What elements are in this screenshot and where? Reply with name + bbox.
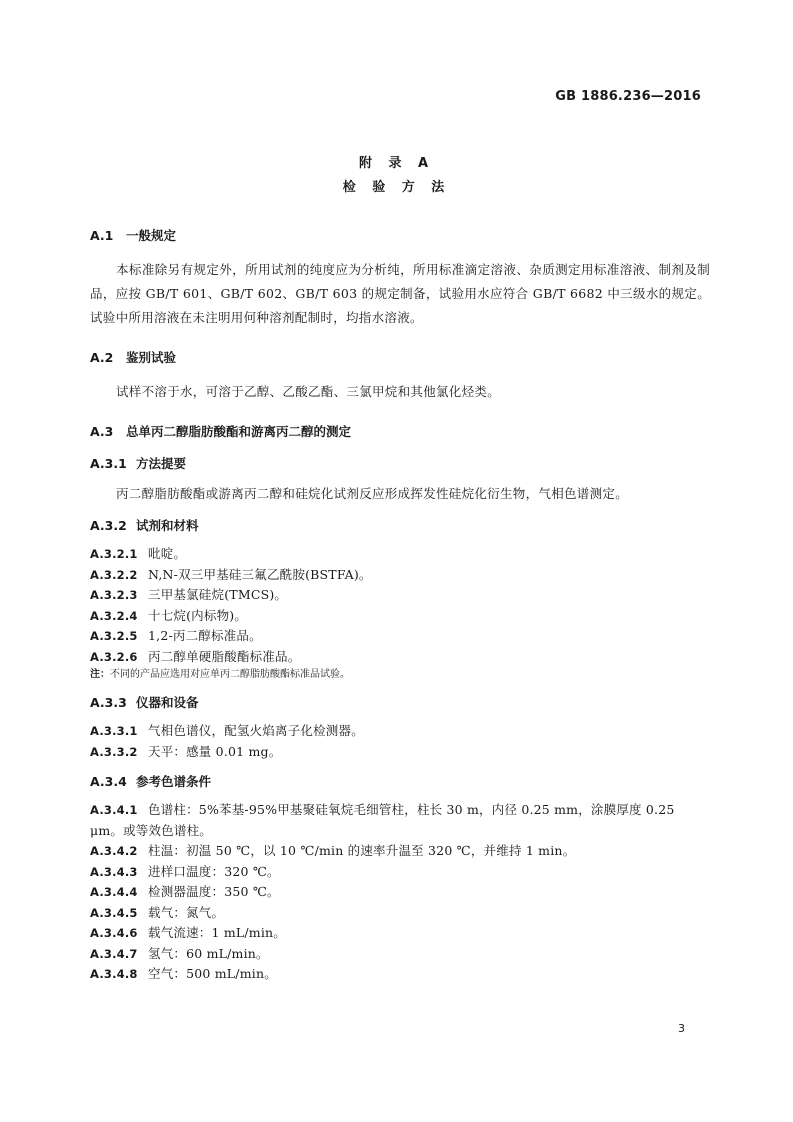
item-number: A.3.2.5 — [90, 629, 138, 643]
item-text: 十七烷(内标物)。 — [148, 607, 248, 623]
section-number: A.3 — [90, 424, 114, 439]
section-number: A.2 — [90, 350, 114, 365]
subsection-number: A.3.4 — [90, 774, 127, 789]
list-item — [90, 923, 710, 944]
page-number: 3 — [678, 1022, 685, 1035]
list-item — [90, 647, 710, 668]
list-item — [90, 944, 710, 965]
list-item — [90, 606, 710, 627]
note — [90, 667, 710, 683]
item-number: A.3.4.1 — [90, 803, 138, 817]
list-item — [90, 964, 710, 985]
item-text: 载气流速：1 mL/min。 — [148, 925, 286, 940]
subsection-heading-a33 — [90, 693, 710, 713]
item-number: A.3.2.3 — [90, 588, 138, 602]
item-number: A.3.2.6 — [90, 649, 138, 664]
list-item — [90, 565, 710, 586]
list-item — [90, 800, 710, 841]
note-label: 注： — [90, 669, 110, 680]
section-heading-a1 — [90, 226, 710, 246]
item-text: 色谱柱：5%苯基-95%甲基聚硅氧烷毛细管柱，柱长 30 m，内径 0.25 mm，涂膜厚度 0.25 μm。或等效色谱柱。 — [90, 802, 675, 838]
list-item — [90, 882, 710, 903]
section-title: 鉴别试验 — [126, 350, 177, 365]
subsection-heading-a31 — [90, 454, 710, 474]
subsection-title: 试剂和材料 — [136, 518, 199, 533]
section-title: 一般规定 — [126, 228, 177, 243]
item-number: A.3.4.8 — [90, 967, 138, 981]
item-text: N,N-双三甲基硅三氟乙酰胺(BSTFA)。 — [148, 566, 372, 582]
item-number: A.3.2.1 — [90, 547, 138, 561]
item-text: 吡啶。 — [148, 546, 187, 561]
section-a1-paragraph: 本标准除另有规定外，所用试剂的纯度应为分析纯，所用标准滴定溶液、杂质测定用标准溶液、制剂及制品，应按 GB/T 601、GB/T 602、GB/T 603 的规定制备，试验用水应符合 GB/T 6682 中三级水的规定。试验中所用溶液在未注明用何种溶剂配制时，均指水溶液。 — [90, 262, 710, 325]
item-text: 三甲基氯硅烷(TMCS)。 — [148, 587, 288, 602]
item-number: A.3.4.6 — [90, 926, 138, 940]
item-text: 天平：感量 0.01 mg。 — [148, 743, 282, 759]
subsection-title: 参考色谱条件 — [136, 774, 212, 789]
item-text: 1,2-丙二醇标准品。 — [148, 628, 262, 643]
list-item — [90, 742, 710, 763]
item-text: 柱温：初温 50 ℃，以 10 ℃/min 的速率升温至 320 ℃，并维持 1 min。 — [148, 843, 576, 858]
subsection-heading-a32 — [90, 516, 710, 536]
document-body — [90, 226, 710, 985]
section-title: 总单丙二醇脂肪酸酯和游离丙二醇的测定 — [126, 424, 352, 439]
item-number: A.3.4.3 — [90, 864, 138, 879]
list-item — [90, 626, 710, 647]
list-item — [90, 721, 710, 742]
item-text: 进样口温度：320 ℃。 — [148, 863, 280, 879]
appendix-title: 附 录 A — [358, 156, 435, 171]
item-text: 丙二醇单硬脂酸酯标准品。 — [148, 648, 301, 664]
item-number: A.3.4.7 — [90, 946, 138, 961]
section-heading-a2 — [90, 348, 710, 368]
item-number: A.3.2.2 — [90, 567, 138, 582]
item-text: 空气：500 mL/min。 — [148, 966, 277, 981]
section-number: A.1 — [90, 228, 114, 243]
section-a31-paragraph: 丙二醇脂肪酸酯或游离丙二醇和硅烷化试剂反应形成挥发性硅烷化衍生物，气相色谱测定。 — [116, 486, 629, 501]
item-text: 气相色谱仪，配氢火焰离子化检测器。 — [148, 723, 364, 738]
list-item — [90, 585, 710, 606]
list-item — [90, 903, 710, 924]
item-number: A.3.4.4 — [90, 885, 138, 899]
section-a2-paragraph: 试样不溶于水，可溶于乙醇、乙酸乙酯、三氯甲烷和其他氯化烃类。 — [116, 384, 501, 399]
subsection-heading-a34 — [90, 772, 710, 792]
subsection-number: A.3.1 — [90, 456, 127, 471]
item-number: A.3.3.1 — [90, 724, 138, 738]
subsection-number: A.3.2 — [90, 518, 127, 533]
section-heading-a3 — [90, 422, 710, 442]
item-number: A.3.4.2 — [90, 844, 138, 858]
item-text: 检测器温度：350 ℃。 — [148, 884, 280, 899]
list-item — [90, 862, 710, 883]
standard-number: GB 1886.236—2016 — [555, 89, 701, 104]
list-item — [90, 841, 710, 862]
subsection-title: 方法提要 — [136, 456, 187, 471]
subsection-number: A.3.3 — [90, 695, 127, 710]
item-text: 氢气：60 mL/min。 — [148, 945, 269, 961]
list-item — [90, 544, 710, 565]
item-number: A.3.4.5 — [90, 905, 138, 920]
item-number: A.3.2.4 — [90, 608, 138, 623]
item-number: A.3.3.2 — [90, 744, 138, 759]
appendix-subtitle: 检 验 方 法 — [342, 180, 451, 195]
subsection-title: 仪器和设备 — [136, 695, 199, 710]
item-text: 载气：氮气。 — [148, 904, 225, 920]
note-text: 不同的产品应选用对应单丙二醇脂肪酸酯标准品试验。 — [110, 669, 350, 680]
